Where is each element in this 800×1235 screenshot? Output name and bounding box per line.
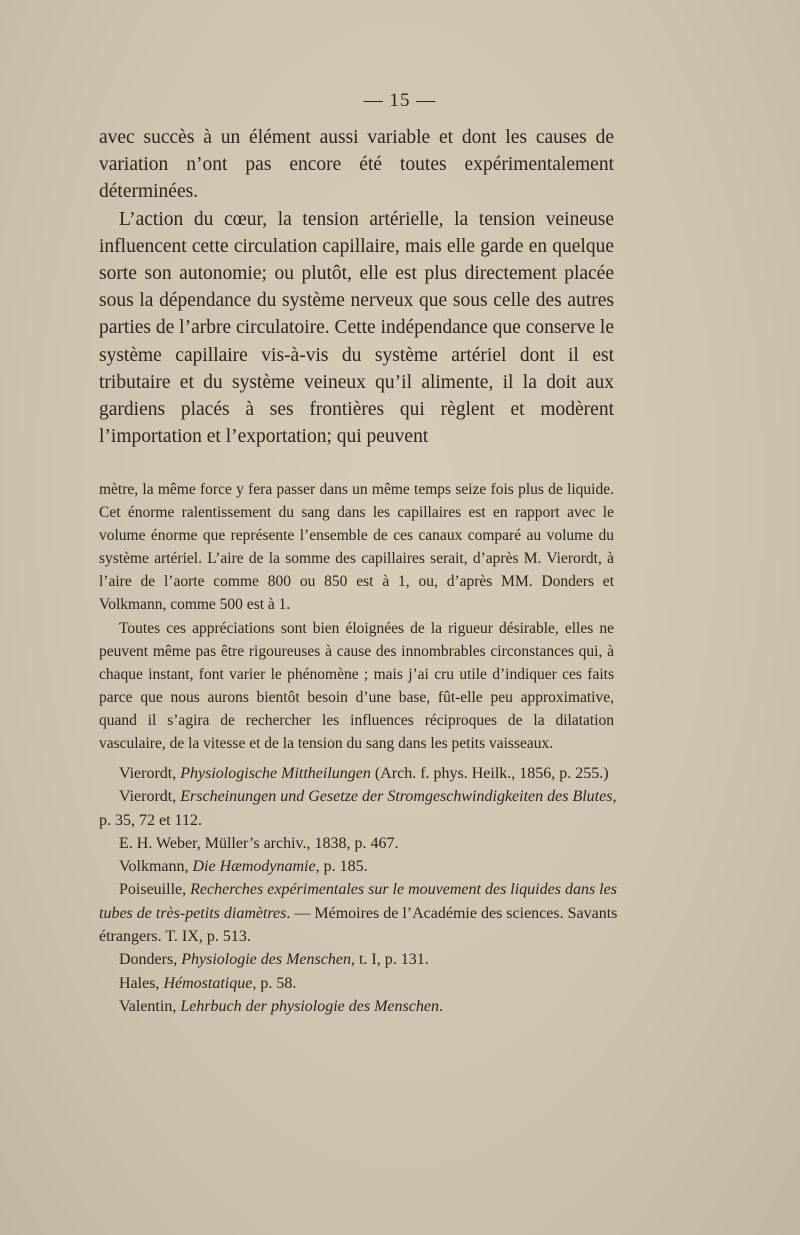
main-paragraph: L’action du cœur, la tension artérielle, la tension veineuse influencent cette circulation capillaire, mais elle garde en quelque sorte son autonomie; ou plutôt, elle est plus directement placée sous la dépendance du système nerveux que sous celle des autres parties de l’arbre circulatoire. Cette indépendance que conserve le système capillaire vis-à-vis du système artériel dont il est tributaire et du système veineux qu’il alimente, il la doit aux gardiens placés à ses frontières qui règlent et modèrent l’importation et l’exportation; qui peuvent [99,208,614,448]
main-text [99,124,614,450]
reference-entry: Hales, Hémostatique, p. 58. [119,974,297,992]
reference-entry: Vierordt, Physiologische Mittheilungen (Arch. f. phys. Heilk., 1856, p. 255.) [119,765,609,782]
footnote-paragraph: Toutes ces appréciations sont bien éloignées de la rigueur désirable, elles ne peuvent même pas être rigoureuses à cause des innombrables circonstances qui, à chaque instant, font varier le phénomène ; mais j’ai cru utile d’indiquer ces faits parce que nous aurons bientôt besoin d’une base, fût-elle peu approximative, quand il s’agira de rechercher les influences réciproques de la dilatation vasculaire, de la vitesse et de la tension du sang dans les petits vaisseaux. [99,619,614,753]
footnote [99,478,614,755]
reference-entry: E. H. Weber, Müller’s archiv., 1838, p. 467. [119,834,399,852]
main-paragraph: avec succès à un élément aussi variable et dont les causes de variation n’ont pas encore été toutes expérimentalement déterminées. [99,127,614,203]
footnote-paragraph: mètre, la même force y fera passer dans un même temps seize fois plus de liquide. Cet énorme ralentissement du sang dans les capillaires est en rapport avec le volume énorme que représente l’ensemble de ces canaux comparé au volume du système artériel. L’aire de la somme des capillaires serait, d’après M. Vierordt, à l’aire de l’aorte comme 800 ou 850 est à 1, ou, d’après MM. Donders et Volkmann, comme 500 est à 1. [99,481,614,614]
reference-entry: Vierordt, Erscheinungen und Gesetze der Stromgeschwindigkeiten des Blutes, p. 35, 72 et 112. [99,788,617,829]
reference-entry: Poiseuille, Recherches expérimentales sur le mouvement des liquides dans les tubes de très-petits diamètres. — Mémoires de l’Académie des sciences. Savants étrangers. T. IX, p. 513. [99,881,618,946]
references-list [99,762,619,1018]
reference-entry: Donders, Physiologie des Menschen, t. I, p. 131. [119,951,429,969]
reference-entry: Valentin, Lehrbuch der physiologie des Menschen. [119,997,443,1015]
page-number: — 15 — [363,90,437,111]
reference-entry: Volkmann, Die Hæmodynamie, p. 185. [119,858,368,876]
